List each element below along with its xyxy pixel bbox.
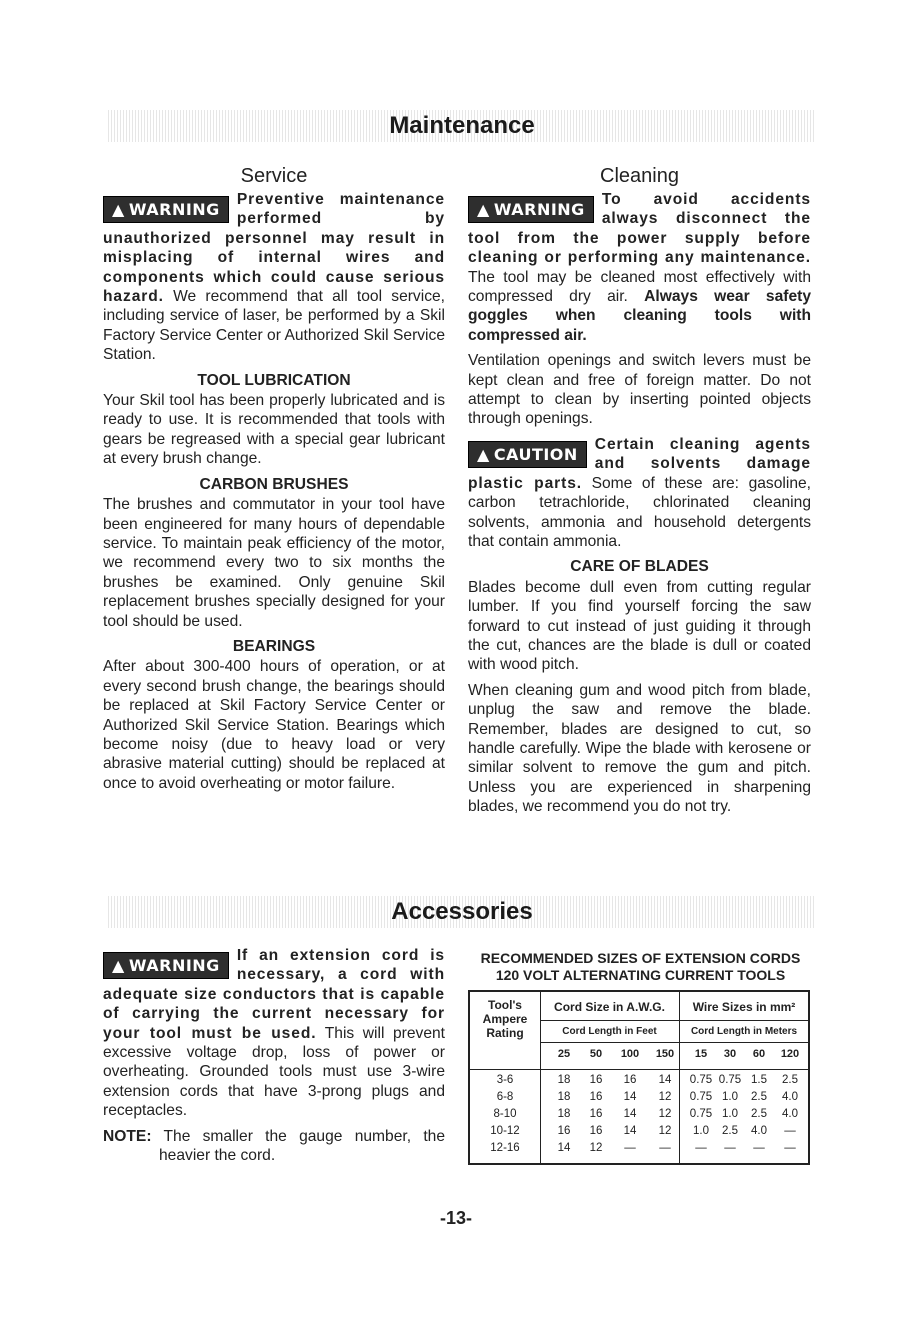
note-label: NOTE: <box>103 1127 152 1145</box>
mm-cell: 4.0 <box>751 1125 767 1137</box>
awg-subheader: Cord Length in Feet <box>562 1026 657 1037</box>
mm-cell: 2.5 <box>722 1125 738 1137</box>
ampere-cell: 10-12 <box>490 1125 520 1137</box>
caution-badge: ▲ CAUTION <box>468 441 587 468</box>
warning-badge: ▲ WARNING <box>103 196 229 223</box>
service-column <box>103 164 445 793</box>
ampere-cell: 6-8 <box>496 1091 514 1103</box>
maintenance-banner <box>108 110 816 142</box>
awg-cell: 16 <box>589 1074 603 1086</box>
awg-length-25: 25 <box>557 1048 571 1060</box>
mm-cell: 2.5 <box>751 1091 767 1103</box>
mm-cell: 2.5 <box>751 1108 767 1120</box>
caution-body: Some of these are: gasoline, carbon tetrachloride, chlorinated cleaning solvents, ammonia and household detergents that contain ammonia. <box>468 474 811 550</box>
mm-cell: 0.75 <box>689 1074 713 1086</box>
table-title-line-2: 120 VOLT ALTERNATING CURRENT TOOLS <box>495 967 786 983</box>
note-body: The smaller the gauge number, the heavier the cord. <box>151 1127 445 1165</box>
brushes-heading: CARBON BRUSHES <box>199 475 349 493</box>
awg-cell: 14 <box>557 1142 571 1154</box>
blades-heading: CARE OF BLADES <box>570 558 709 576</box>
mm-cell: 0.75 <box>718 1074 742 1086</box>
mm-cell: — <box>753 1142 765 1154</box>
accessories-paragraph <box>103 946 445 1121</box>
mm-length-15: 15 <box>694 1048 708 1060</box>
awg-cell: 16 <box>557 1125 571 1137</box>
awg-cell: 18 <box>557 1074 571 1086</box>
service-paragraph <box>103 190 445 365</box>
cleaning-heading: Cleaning <box>600 165 679 187</box>
awg-cell: 18 <box>557 1108 571 1120</box>
caution-paragraph <box>468 435 811 551</box>
accessories-column <box>103 946 445 1165</box>
awg-cell: 16 <box>589 1091 603 1103</box>
ventilation-paragraph: Ventilation openings and switch levers must be kept clean and free of foreign matter. Do not attempt to clean by inserting pointed objects through openings. <box>468 352 811 428</box>
awg-cell: 14 <box>623 1108 637 1120</box>
service-body: We recommend that all tool service, including service of laser, be performed by a Skil Factory Service Center or Authorized Skil Service Station. <box>103 288 445 364</box>
awg-cell: 16 <box>589 1125 603 1137</box>
mm-cell: 0.75 <box>689 1091 713 1103</box>
awg-cell: 14 <box>623 1091 637 1103</box>
mm-subheader: Cord Length in Meters <box>690 1026 798 1037</box>
mm-cell: 1.5 <box>751 1074 767 1086</box>
page-number: -13- <box>439 1208 472 1228</box>
warning-triangle-icon: ▲ <box>477 200 490 219</box>
mm-cell: 1.0 <box>722 1108 738 1120</box>
awg-length-150: 150 <box>655 1048 675 1060</box>
warning-badge: ▲ WARNING <box>103 952 229 979</box>
warning-triangle-icon: ▲ <box>112 200 125 219</box>
brushes-body: The brushes and commutator in your tool have been engineered for many hours of dependable service. To maintain peak efficiency of the motor, we recommend every two to six months the brushes be examined. Only genuine Skil replacement brushes specially designed for your tool should be used. <box>103 496 445 630</box>
mm-cell: — <box>695 1142 707 1154</box>
awg-length-100: 100 <box>620 1048 640 1060</box>
awg-cell: 14 <box>623 1125 637 1137</box>
mm-length-60: 60 <box>752 1048 766 1060</box>
warning-triangle-icon: ▲ <box>112 956 125 975</box>
cleaning-column <box>468 164 811 817</box>
awg-cell: 12 <box>589 1142 603 1154</box>
extension-cord-table <box>468 990 810 1165</box>
cleaning-paragraph <box>468 190 811 345</box>
mm-cell: 0.75 <box>689 1108 713 1120</box>
mm-cell: 2.5 <box>782 1074 798 1086</box>
awg-cell: 12 <box>658 1125 672 1137</box>
bearings-body: After about 300-400 hours of operation, or at every second brush change, the bearings should be replaced at Skil Factory Service Center or Authorized Skil Service Station. Bearings which become noisy (due to heavy load or very abrasive material cutting) should be replaced at once to avoid overheating or motor failure. <box>103 658 445 792</box>
awg-cell: 16 <box>623 1074 637 1086</box>
blades-body-1: Blades become dull even from cutting regular lumber. If you find yourself forcing the saw forward to cut instead of just guiding it through the cut, chances are the blade is dull or coated with wood pitch. <box>468 578 811 674</box>
ampere-cell: 3-6 <box>496 1074 514 1086</box>
mm-cell: — <box>784 1142 796 1154</box>
warning-badge: ▲ WARNING <box>468 196 594 223</box>
bearings-heading: BEARINGS <box>232 637 316 655</box>
cleaning-goggles-note: Always wear safety goggles when cleaning tools with compressed air. <box>468 288 811 344</box>
mm-header: Wire Sizes in mm² <box>692 1000 796 1014</box>
ampere-rating-header: Tool's Ampere Rating <box>482 998 528 1040</box>
mm-cell: 4.0 <box>782 1108 798 1120</box>
accessories-banner <box>108 896 816 928</box>
mm-cell: — <box>724 1142 736 1154</box>
awg-length-50: 50 <box>589 1048 603 1060</box>
accessories-body: This will prevent excessive voltage drop, loss of power or overheating. Grounded tools must use 3-wire extension cords that have 3-prong plugs and receptacles. <box>103 1024 445 1120</box>
caution-lead: Certain cleaning agents and solvents damage plastic parts. <box>468 435 811 492</box>
mm-cell: 4.0 <box>782 1091 798 1103</box>
awg-header: Cord Size in A.W.G. <box>554 1000 665 1014</box>
accessories-warning-lead: If an extension cord is necessary, a cord with adequate size conductors that is capable of carrying the current necessary for your tool must be used. <box>103 947 445 1042</box>
mm-cell: 1.0 <box>722 1091 738 1103</box>
ampere-cell: 8-10 <box>493 1108 517 1120</box>
cleaning-warning-lead: To avoid accidents always disconnect the tool from the power supply before cleaning or performing any maintenance. <box>468 191 811 267</box>
accessories-note <box>103 1127 445 1166</box>
awg-cell: — <box>624 1142 636 1154</box>
caution-triangle-icon: ▲ <box>477 444 490 464</box>
service-heading: Service <box>240 165 308 187</box>
awg-cell: 16 <box>589 1108 603 1120</box>
mm-cell: — <box>784 1125 796 1137</box>
awg-cell: 18 <box>557 1091 571 1103</box>
mm-cell: 1.0 <box>693 1125 709 1137</box>
ampere-cell: 12-16 <box>490 1142 520 1154</box>
accessories-title: Accessories <box>391 898 533 925</box>
awg-cell: 12 <box>658 1091 672 1103</box>
table-title-line-1: RECOMMENDED SIZES OF EXTENSION CORDS <box>480 950 801 966</box>
awg-cell: 12 <box>658 1108 672 1120</box>
table-title <box>468 950 813 984</box>
mm-length-120: 120 <box>780 1048 800 1060</box>
cleaning-body: The tool may be cleaned most effectively with compressed dry air. <box>468 268 811 306</box>
lubrication-heading: TOOL LUBRICATION <box>197 371 351 389</box>
awg-cell: — <box>659 1142 671 1154</box>
service-warning-lead: Preventive maintenance performed by unauthorized personnel may result in misplacing of internal wires and components which could cause serious hazard. <box>103 191 445 306</box>
mm-length-30: 30 <box>723 1048 737 1060</box>
blades-body-2: When cleaning gum and wood pitch from blade, unplug the saw and remove the blade. Remember, blades are designed to cut, so handle carefully. Wipe the blade with kerosene or similar solvent to remove the gum and pitch. Unless you are experienced in sharpening blades, we recommend you do not try. <box>468 681 811 816</box>
awg-cell: 14 <box>658 1074 672 1086</box>
maintenance-title: Maintenance <box>389 112 535 139</box>
lubrication-body: Your Skil tool has been properly lubricated and is ready to use. It is recommended that tools with gears be regreased with a special gear lubricant at every brush change. <box>103 392 445 468</box>
